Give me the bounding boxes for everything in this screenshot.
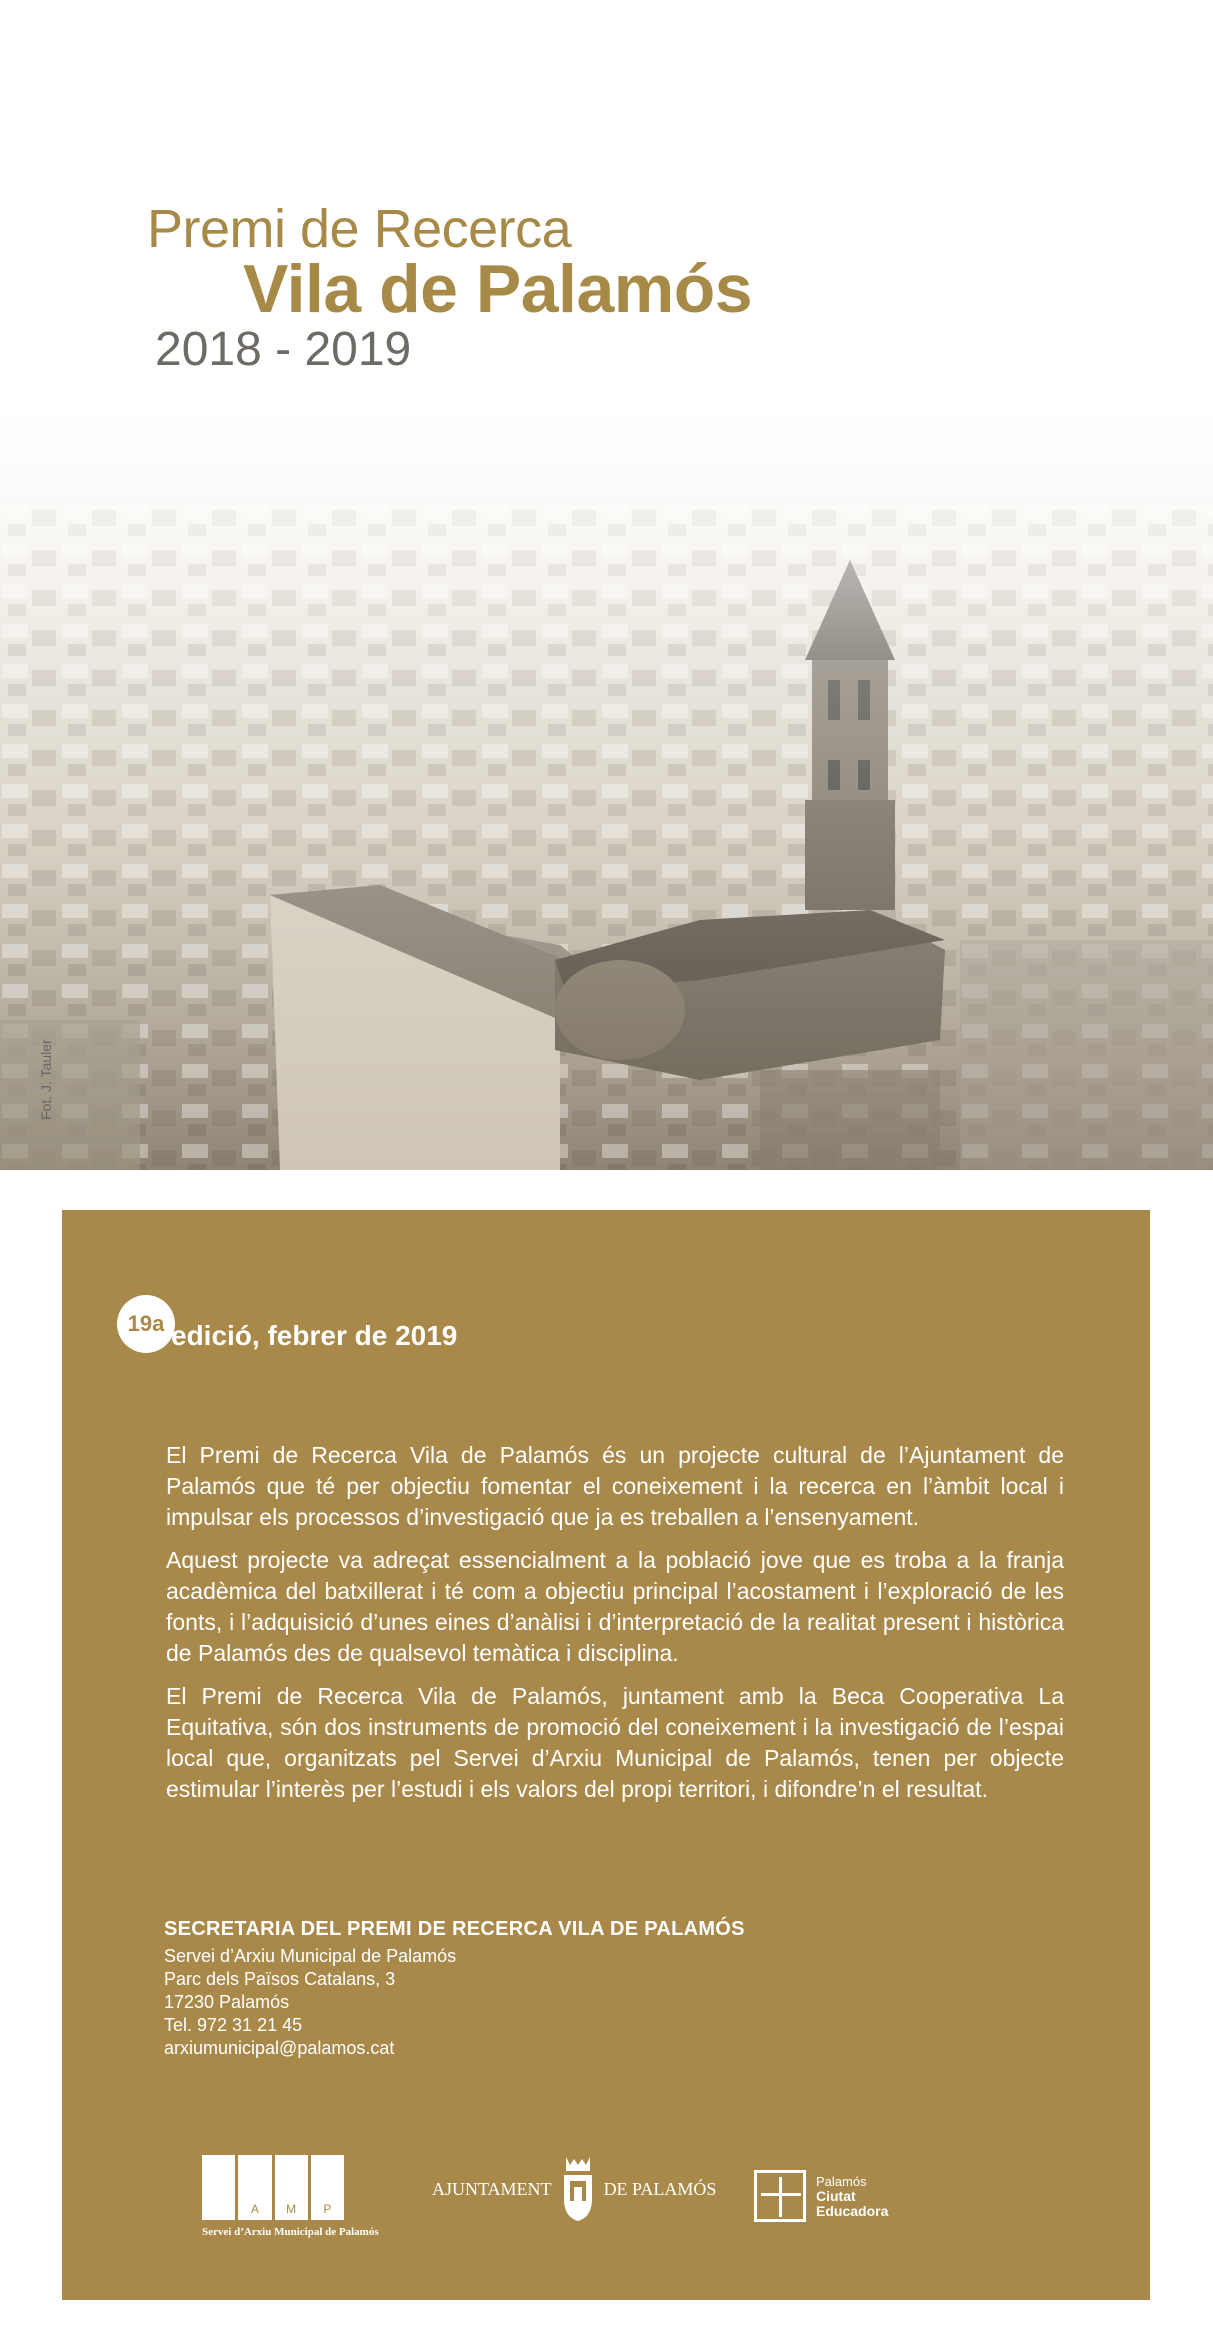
years-label: 2018 - 2019 xyxy=(155,323,412,376)
ciutat-top-text: Palamós xyxy=(816,2173,867,2189)
edition-badge: 19a xyxy=(117,1295,175,1353)
ajuntament-logo xyxy=(432,2155,716,2223)
paragraph-1: El Premi de Recerca Vila de Palamós és un projecte cultural de l’Ajuntament de Palamós que té per objectiu fomentar el coneixement i la recerca en l’àmbit local i impulsar els processos d’investigació que ja es treballen a l’ensenyament. xyxy=(166,1442,1064,1530)
paragraph-2: Aquest projecte va adreçat essencialment a la població jove que es troba a la franja acadèmica del batxillerat i té com a objectiu principal l’acostament i l’exploració de les fonts, i l’adquisició d’unes eines d’anàlisi i d’interpretació de la realitat present i històrica de Palamós des de qualsevol temàtica i disciplina. xyxy=(166,1547,1064,1666)
contact-line-email[interactable]: arxiumunicipal@palamos.cat xyxy=(164,2038,395,2058)
amp-box-1 xyxy=(202,2155,235,2220)
amp-caption: Servei d’Arxiu Municipal de Palamós xyxy=(202,2226,379,2238)
amp-logo xyxy=(202,2155,379,2238)
contact-line-phone: Tel. 972 31 21 45 xyxy=(164,2015,303,2035)
photo-credit: Fot. J. Tauler xyxy=(38,1039,54,1120)
aerial-town-photo xyxy=(0,380,1213,1170)
contact-line-address: Parc dels Països Catalans, 3 xyxy=(164,1969,396,1989)
contact-heading: SECRETARIA DEL PREMI DE RECERCA VILA DE PALAMÓS xyxy=(164,1918,745,1940)
amp-box-p: P xyxy=(311,2155,344,2220)
title-line-2: Vila de Palamós xyxy=(243,251,753,327)
ciutat-mid-text: Ciutat xyxy=(816,2187,856,2204)
contact-block xyxy=(164,1918,745,2060)
ciutat-educadora-logo xyxy=(754,2170,888,2222)
ciutat-bot-text: Educadora xyxy=(816,2202,889,2219)
amp-box-m: M xyxy=(275,2155,308,2220)
contact-line-org: Servei d’Arxiu Municipal de Palamós xyxy=(164,1946,457,1966)
info-panel xyxy=(62,1210,1150,2300)
paragraph-3: El Premi de Recerca Vila de Palamós, juntament amb la Beca Cooperativa La Equitativa, són dos instruments de promoció del coneixement i la investigació de l’espai local que, organitzats pel Servei d’Arxiu Municipal de Palamós, tenen per objecte estimular l’interès per l’estudi i els valors del propi territori, i difondre’n el resultat. xyxy=(166,1683,1064,1802)
amp-box-a: A xyxy=(238,2155,271,2220)
description-text xyxy=(166,1440,1064,1817)
edition-text: edició, febrer de 2019 xyxy=(171,1320,458,1351)
contact-line-city: 17230 Palamós xyxy=(164,1992,290,2012)
crest-icon xyxy=(558,2155,598,2223)
ajuntament-left-text: AJUNTAMENT xyxy=(432,2178,552,2199)
ajuntament-right-text: DE PALAMÓS xyxy=(603,2178,717,2199)
ciutat-square-icon xyxy=(754,2170,806,2222)
edition-label xyxy=(117,1295,457,1353)
title-line-1: Premi de Recerca xyxy=(147,199,572,259)
